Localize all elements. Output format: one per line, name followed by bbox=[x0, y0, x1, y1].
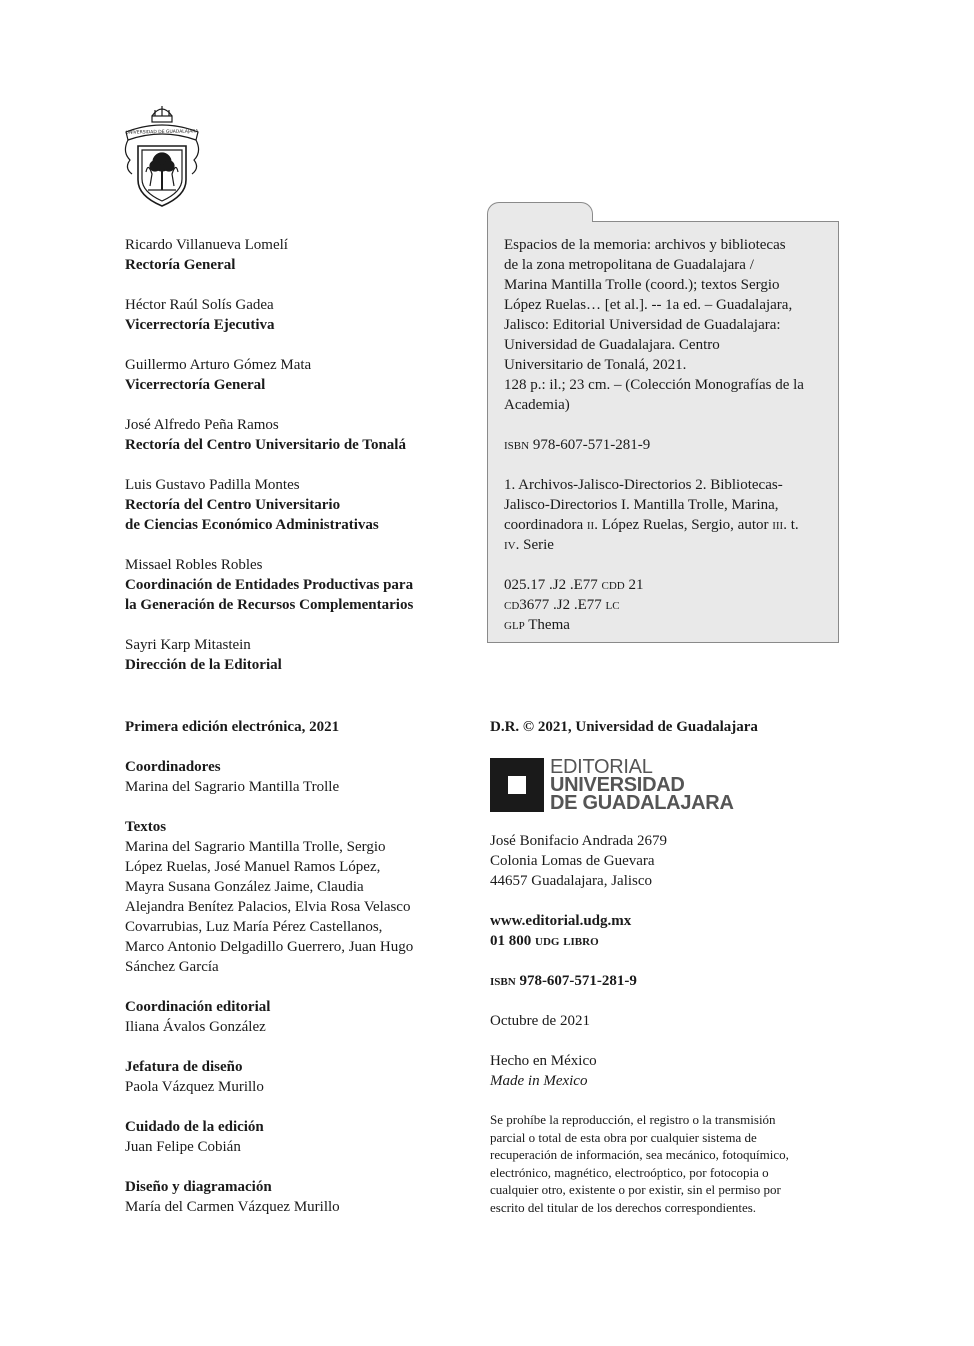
logo-square-icon bbox=[490, 758, 544, 812]
catalog-record bbox=[504, 235, 834, 655]
catalog-isbn bbox=[504, 435, 834, 455]
made-in bbox=[490, 1051, 830, 1091]
official-role: Vicerrectoría General bbox=[125, 377, 266, 393]
official-role: la Generación de Recursos Complementarios bbox=[125, 597, 414, 613]
credit-line: Mayra Susana González Jaime, Claudia bbox=[125, 879, 364, 895]
catalog-subject-line-segment: coordinadora bbox=[504, 517, 587, 533]
credit-blocks bbox=[125, 757, 465, 1217]
catalog-line: López Ruelas… [et al.]. -- 1a ed. – Guadalajara, bbox=[504, 297, 793, 313]
catalog-subject-line bbox=[504, 475, 834, 495]
official-name: José Alfredo Peña Ramos bbox=[125, 417, 279, 433]
credit-heading: Textos bbox=[125, 819, 167, 835]
website-link[interactable]: www.editorial.udg.mx bbox=[490, 913, 632, 929]
catalog-subject-line-segment: ii bbox=[586, 517, 595, 533]
made-in-en: Made in Mexico bbox=[490, 1073, 588, 1089]
credit-line: Iliana Ávalos González bbox=[125, 1019, 266, 1035]
legal-line: cualquier otro, existente o por existir, sin el permiso por bbox=[490, 1182, 781, 1197]
made-in-es: Hecho en México bbox=[490, 1053, 597, 1069]
official-role: Rectoría General bbox=[125, 257, 236, 273]
logo-line-3: DE GUADALAJARA bbox=[550, 792, 734, 814]
address-line: José Bonifacio Andrada 2679 bbox=[490, 833, 668, 849]
catalog-subject-line-segment: 1. Archivos-Jalisco-Directorios 2. Bibliotecas- bbox=[504, 477, 783, 493]
officials-list bbox=[125, 235, 465, 695]
official-entry bbox=[125, 355, 465, 395]
official-name: Héctor Raúl Solís Gadea bbox=[125, 297, 274, 313]
phone-number bbox=[490, 931, 830, 951]
credit-block bbox=[125, 757, 465, 797]
catalog-line: Universitario de Tonalá, 2021. bbox=[504, 357, 687, 373]
publication-date: Octubre de 2021 bbox=[490, 1013, 590, 1029]
catalog-line: Universidad de Guadalajara. Centro bbox=[504, 337, 720, 353]
university-crest bbox=[122, 102, 202, 210]
catalog-class-line bbox=[504, 595, 834, 615]
publisher-isbn bbox=[490, 971, 830, 991]
catalog-description bbox=[504, 235, 834, 415]
official-name: Ricardo Villanueva Lomelí bbox=[125, 237, 288, 253]
catalog-line: Jalisco: Editorial Universidad de Guadalajara: bbox=[504, 317, 781, 333]
official-name: Sayri Karp Mitastein bbox=[125, 637, 251, 653]
catalog-line: Marina Mantilla Trolle (coord.); textos Sergio bbox=[504, 277, 780, 293]
legal-line: recuperación de información, sea mecánico, fotoquímico, bbox=[490, 1147, 789, 1162]
credit-line: Covarrubias, Luz María Pérez Castellanos, bbox=[125, 919, 383, 935]
official-role: Dirección de la Editorial bbox=[125, 657, 282, 673]
credit-block bbox=[125, 1177, 465, 1217]
publisher-info bbox=[490, 717, 830, 1216]
catalog-subject-line bbox=[504, 495, 834, 515]
logo-wordmark bbox=[550, 758, 734, 812]
legal-line: electrónico, magnético, electroóptico, por fotocopia o bbox=[490, 1164, 769, 1180]
address-line: Colonia Lomas de Guevara bbox=[490, 853, 655, 869]
catalog-card-tab-join bbox=[488, 219, 592, 223]
publisher-isbn-label: isbn bbox=[490, 973, 516, 989]
logo-line-2: UNIVERSIDAD bbox=[550, 774, 685, 796]
copyright-line: D.R. © 2021, Universidad de Guadalajara bbox=[490, 719, 758, 735]
address-line: 44657 Guadalajara, Jalisco bbox=[490, 873, 653, 889]
catalog-line: 128 p.: il.; 23 cm. – (Colección Monografías de la bbox=[504, 377, 804, 393]
catalog-subject-line-segment: iv bbox=[504, 537, 516, 553]
credit-line: López Ruelas, José Manuel Ramos López, bbox=[125, 859, 381, 875]
catalog-line: de la zona metropolitana de Guadalajara / bbox=[504, 257, 754, 273]
credit-block bbox=[125, 1057, 465, 1097]
contact bbox=[490, 911, 830, 951]
catalog-class-line-segment: lc bbox=[605, 597, 620, 613]
catalog-class-line bbox=[504, 575, 834, 595]
catalog-subject-line bbox=[504, 535, 834, 555]
official-entry bbox=[125, 415, 465, 455]
credit-line: Alejandra Benítez Palacios, Elvia Rosa Velasco bbox=[125, 899, 411, 915]
legal-line: escrito del titular de los derechos correspondientes. bbox=[490, 1199, 757, 1215]
official-name: Luis Gustavo Padilla Montes bbox=[125, 477, 300, 493]
catalog-subject-line-segment: . t. bbox=[783, 517, 799, 533]
official-role: Vicerrectoría Ejecutiva bbox=[125, 317, 275, 333]
catalog-class-line bbox=[504, 615, 834, 635]
catalog-subject-line-segment: iii bbox=[772, 517, 784, 533]
official-entry bbox=[125, 555, 465, 615]
catalog-isbn-label: isbn bbox=[504, 437, 530, 453]
official-entry bbox=[125, 295, 465, 335]
official-role: de Ciencias Económico Administrativas bbox=[125, 517, 379, 533]
legal-notice bbox=[490, 1111, 830, 1216]
credit-line: Juan Felipe Cobián bbox=[125, 1139, 241, 1155]
official-entry bbox=[125, 475, 465, 535]
phone-prefix: 01 800 bbox=[490, 933, 535, 949]
credit-heading: Cuidado de la edición bbox=[125, 1119, 264, 1135]
catalog-class-line-segment: 3677 .J2 .E77 bbox=[519, 597, 606, 613]
credit-block bbox=[125, 1117, 465, 1157]
credit-line: Paola Vázquez Murillo bbox=[125, 1079, 264, 1095]
phone-name: udg libro bbox=[535, 933, 599, 949]
catalog-classification bbox=[504, 575, 834, 635]
catalog-subject-line-segment: . López Ruelas, Sergio, autor bbox=[594, 517, 773, 533]
official-role: Coordinación de Entidades Productivas para bbox=[125, 577, 414, 593]
catalog-class-line-segment: cd bbox=[504, 597, 520, 613]
catalog-subject-line-segment: . Serie bbox=[515, 537, 554, 553]
credit-heading: Jefatura de diseño bbox=[125, 1059, 243, 1075]
official-name: Missael Robles Robles bbox=[125, 557, 263, 573]
credit-heading: Diseño y diagramación bbox=[125, 1179, 272, 1195]
logo-line-1: EDITORIAL bbox=[550, 756, 653, 778]
official-name: Guillermo Arturo Gómez Mata bbox=[125, 357, 312, 373]
catalog-subject-line bbox=[504, 515, 834, 535]
publisher-isbn-value: 978-607-571-281-9 bbox=[515, 973, 637, 989]
credit-line: María del Carmen Vázquez Murillo bbox=[125, 1199, 340, 1215]
credit-line: Marco Antonio Delgadillo Guerrero, Juan Hugo bbox=[125, 939, 414, 955]
catalog-class-line-segment: 025.17 .J2 .E77 bbox=[504, 577, 602, 593]
catalog-subject-line-segment: Jalisco-Directorios I. Mantilla Trolle, Marina, bbox=[504, 497, 779, 513]
crest-ribbon-text: UNIVERSIDAD DE GUADALAJARA bbox=[125, 129, 199, 136]
catalog-line: Espacios de la memoria: archivos y bibliotecas bbox=[504, 237, 786, 253]
catalog-class-line-segment: 21 bbox=[624, 577, 644, 593]
legal-line: parcial o total de esta obra por cualquier sistema de bbox=[490, 1129, 757, 1145]
catalog-class-line-segment: cdd bbox=[601, 577, 625, 593]
credit-block bbox=[125, 817, 465, 977]
catalog-subjects bbox=[504, 475, 834, 555]
credits bbox=[125, 717, 465, 1237]
address bbox=[490, 831, 830, 891]
official-role: Rectoría del Centro Universitario de Tonalá bbox=[125, 437, 406, 453]
credit-heading: Coordinación editorial bbox=[125, 999, 271, 1015]
catalog-line: Academia) bbox=[504, 397, 570, 413]
edition-line: Primera edición electrónica, 2021 bbox=[125, 719, 340, 735]
credit-heading: Coordinadores bbox=[125, 759, 221, 775]
legal-line: Se prohíbe la reproducción, el registro o la transmisión bbox=[490, 1112, 776, 1127]
credit-line: Marina del Sagrario Mantilla Trolle bbox=[125, 779, 340, 795]
catalog-class-line-segment: glp bbox=[504, 617, 525, 633]
official-entry bbox=[125, 635, 465, 675]
editorial-logo bbox=[490, 757, 830, 813]
official-role: Rectoría del Centro Universitario bbox=[125, 497, 341, 513]
official-entry bbox=[125, 235, 465, 275]
catalog-isbn-value: 978-607-571-281-9 bbox=[529, 437, 651, 453]
credit-line: Marina del Sagrario Mantilla Trolle, Sergio bbox=[125, 839, 386, 855]
catalog-class-line-segment: Thema bbox=[524, 617, 570, 633]
credit-block bbox=[125, 997, 465, 1037]
credit-line: Sánchez García bbox=[125, 959, 219, 975]
